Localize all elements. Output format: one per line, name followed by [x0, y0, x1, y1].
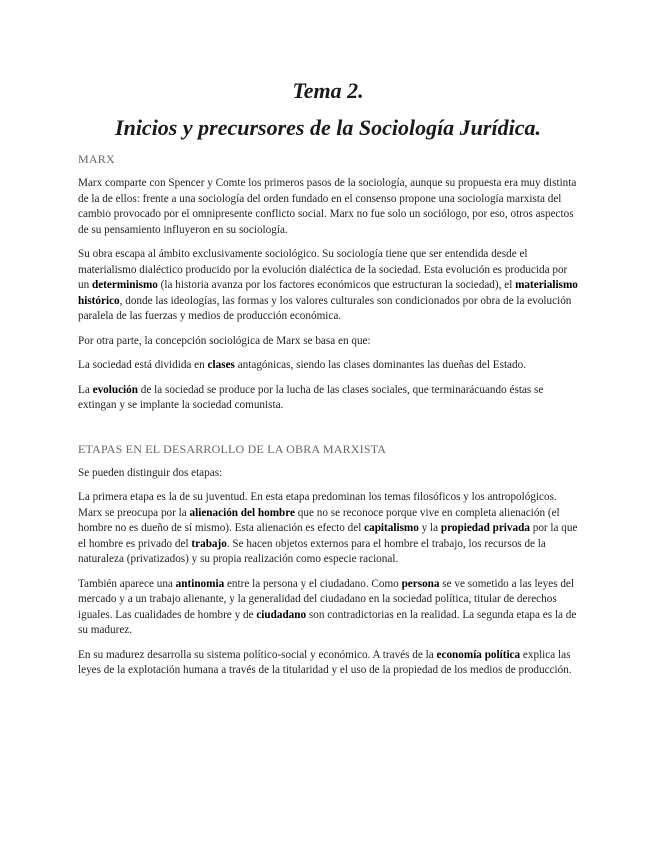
bold-term-antinomia: antinomia — [175, 577, 225, 590]
section-heading-marx: MARX — [78, 152, 115, 166]
bold-term-propiedad-privada: propiedad privada — [440, 522, 530, 534]
text-span: (la historia avanza por los factores económicos que estructuran la sociedad), el — [157, 279, 516, 291]
text-span: que no se reconoce porque vive en completa alienación (el hombre no es dueño de sí mismo). Esta alienación es efecto del — [78, 506, 560, 534]
text-span: Su obra escapa al ámbito exclusivamente sociológico. Su sociología tiene que ser entendida desde el materialismo dialéctico producido por la evolución dialéctica de la sociedad. Esta evolución es producida por un — [78, 248, 568, 291]
bold-term-persona: persona — [401, 577, 440, 590]
text-span: explica las leyes de la explotación humana a través de la titularidad y el uso de la propiedad de los medios de producción. — [78, 648, 572, 676]
bold-term-trabajo: trabajo — [191, 537, 227, 550]
paragraph-concepcion: Por otra parte, la concepción sociológica de Marx se basa en que: — [78, 334, 371, 347]
bold-term-determinismo: determinismo — [91, 279, 158, 291]
text-span: . Se hacen objetos externos para el hombre el trabajo, los recursos de la naturaleza (privatizados) y su propia realización como especie racional. — [78, 537, 546, 565]
text-span: por la que el hombre es privado del — [78, 522, 578, 550]
bold-term-ciudadano: ciudadano — [256, 608, 307, 621]
paragraph-marx-obra — [78, 247, 578, 325]
text-span: entre la persona y el ciudadano. Como — [224, 577, 402, 590]
section-heading-etapas: ETAPAS EN EL DESARROLLO DE LA OBRA MARXISTA — [78, 441, 387, 456]
bold-term-materialismo-historico: materialismo histórico — [78, 279, 578, 307]
bold-term-clases: clases — [207, 359, 235, 371]
paragraph-madurez — [78, 648, 578, 679]
paragraph-evolucion — [78, 383, 578, 414]
paragraph-clases — [78, 358, 578, 374]
text-span: son contradictorias en la realidad. La segunda etapa es la de su madurez. — [78, 608, 577, 636]
text-span: También aparece una — [78, 577, 176, 590]
text-span: se ve sometido a las leyes del mercado y a un trabajo alienante, y la generalidad del ciudadano en la sociedad política, titular de derechos iguales. Las cualidades de hombre y de — [78, 577, 575, 621]
text-span: La — [78, 383, 93, 396]
paragraph-marx-intro: Marx comparte con Spencer y Comte los primeros pasos de la sociología, aunque su propuesta era muy distinta de la de ellos: frente a una sociología del orden fundado en el consenso propone una sociología marxista del cambio provocado por el omnipresente conflicto social. Marx no fue solo un sociólogo, por eso, otros aspectos de su pensamiento influyeron en su sociología. — [78, 177, 577, 236]
paragraph-primera-etapa — [78, 490, 578, 568]
bold-term-alienacion: alienación del hombre — [189, 506, 295, 519]
document-title: Inicios y precursores de la Sociología Jurídica. — [115, 115, 541, 140]
text-span: , donde las ideologías, las formas y los valores culturales son condicionados por obra de la evolución paralela de las fuerzas y medios de producción económica. — [78, 294, 572, 322]
text-span: La primera etapa es la de su juventud. En esta etapa predominan los temas filosóficos y los antropológicos. Marx se preocupa por la — [78, 491, 557, 519]
paragraph-dos-etapas: Se pueden distinguir dos etapas: — [78, 466, 223, 479]
text-span: de la sociedad se produce por la lucha de las clases sociales, que terminarácuando éstas se extingan y se implante la sociedad comunista. — [78, 383, 544, 411]
bold-term-economia-politica: economía política — [436, 648, 521, 661]
paragraph-antinomia — [78, 577, 578, 639]
document-title-number: Tema 2. — [292, 78, 364, 103]
text-span: La sociedad está dividida en — [78, 359, 208, 371]
text-span: antagónicas, siendo las clases dominantes las dueñas del Estado. — [234, 359, 527, 371]
text-span: En su madurez desarrolla su sistema político-social y económico. A través de la — [78, 648, 437, 661]
bold-term-capitalismo: capitalismo — [364, 522, 419, 534]
bold-term-evolucion: evolución — [92, 383, 138, 396]
text-span: y la — [418, 522, 441, 534]
